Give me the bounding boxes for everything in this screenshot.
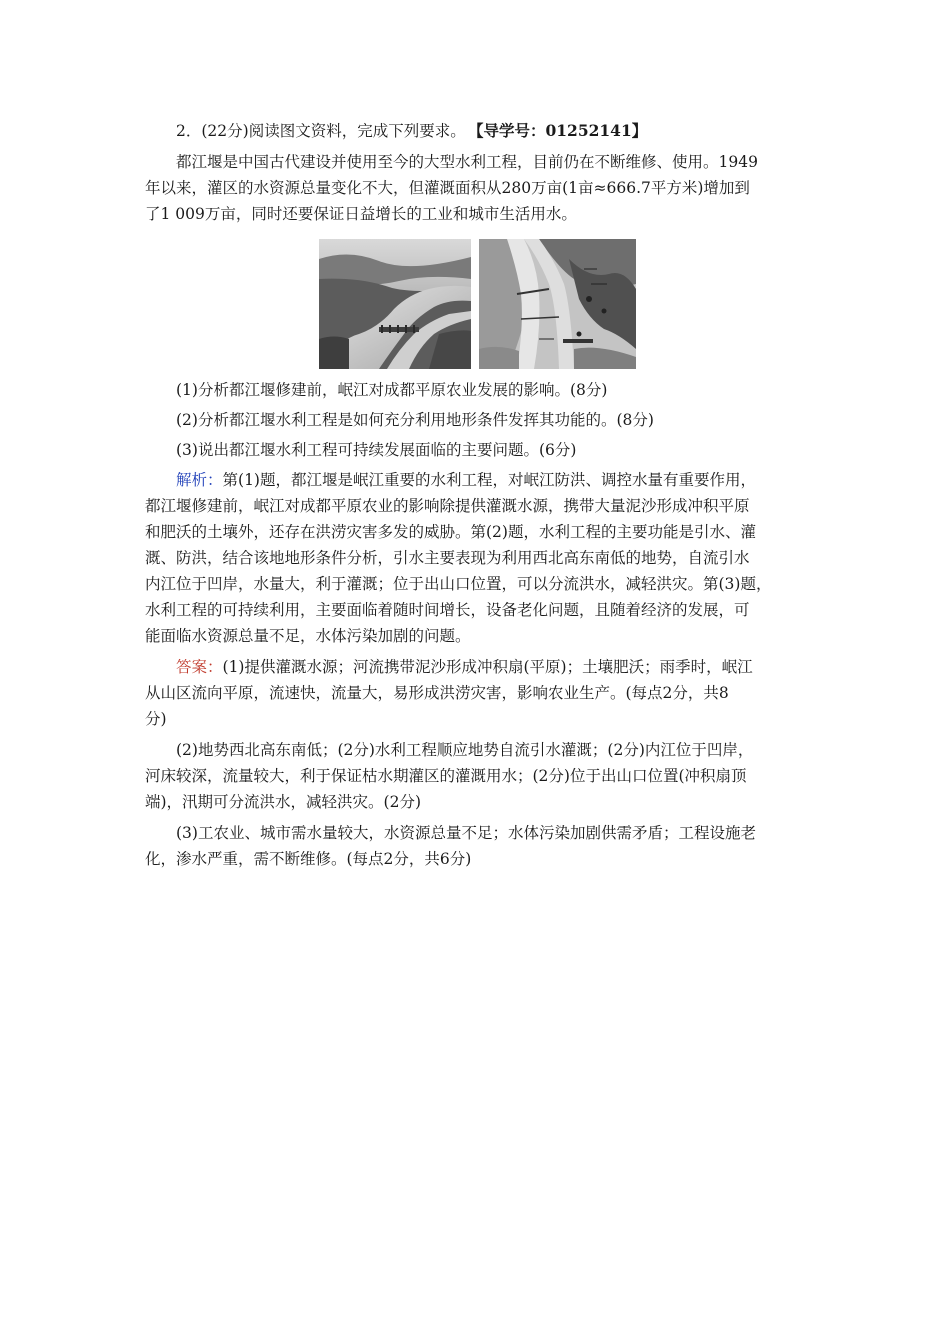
subquestion: (2)分析都江堰水利工程是如何充分利用地形条件发挥其功能的。(8分) — [176, 411, 654, 429]
answer-line: 分) — [145, 710, 167, 728]
subquestion: (1)分析都江堰修建前，岷江对成都平原农业发展的影响。(8分) — [176, 381, 608, 399]
answer-label: 答案： — [176, 658, 223, 676]
answer-line: 从山区流向平原，流速快，流量大，易形成洪涝灾害，影响农业生产。(每点2分，共8 — [145, 684, 729, 702]
question-header — [145, 118, 810, 144]
document-page — [145, 118, 810, 877]
question-number: 2． — [176, 122, 202, 140]
material-line: 了1 009万亩，同时还要保证日益增长的工业和城市生活用水。 — [145, 205, 577, 223]
analysis-label: 解析： — [176, 471, 223, 489]
answer-line: 化，渗水严重，需不断维修。(每点2分，共6分) — [145, 850, 472, 868]
question-instruction: 阅读图文资料，完成下列要求。 — [248, 122, 466, 140]
answer-line: 河床较深，流量较大，利于保证枯水期灌区的灌溉用水；(2分)位于出山口位置(冲积扇顶 — [145, 767, 747, 785]
relief-map-icon — [479, 239, 636, 369]
subquestion-list — [145, 377, 810, 463]
analysis-section — [145, 467, 810, 649]
analysis-line: 都江堰修建前，岷江对成都平原农业的影响除提供灌溉水源，携带大量泥沙形成冲积平原 — [145, 497, 750, 515]
answer-2 — [145, 737, 810, 815]
analysis-line: 和肥沃的土壤外，还存在洪涝灾害多发的威胁。第(2)题，水利工程的主要功能是引水、灌 — [145, 523, 756, 541]
aerial-photo-icon — [319, 239, 471, 369]
answer-3 — [145, 820, 810, 872]
analysis-line: 水利工程的可持续利用，主要面临着随时间增长，设备老化问题，且随着经济的发展，可 — [145, 601, 750, 619]
guide-number: 【导学号：01252141】 — [475, 121, 648, 140]
analysis-line: 溉、防洪，结合该地地形条件分析，引水主要表现为利用西北高东南低的地势，自流引水 — [145, 549, 750, 567]
question-score: (22分) — [201, 122, 249, 140]
answer-line: 端)，汛期可分流洪水，减轻洪灾。(2分) — [145, 793, 422, 811]
analysis-line: 内江位于凹岸，水量大，利于灌溉；位于出山口位置，可以分流洪水，减轻洪灾。第(3)题， — [145, 575, 772, 593]
answer-line: (3)工农业、城市需水量较大，水资源总量不足；水体污染加剧供需矛盾；工程设施老 — [176, 824, 756, 842]
figure-row — [145, 239, 810, 369]
analysis-line: 能面临水资源总量不足，水体污染加剧的问题。 — [145, 627, 471, 645]
material-line: 都江堰是中国古代建设并使用至今的大型水利工程，目前仍在不断维修、使用。1949 — [176, 153, 758, 171]
material-line: 年以来，灌区的水资源总量变化不大，但灌溉面积从280万亩(1亩≈666.7平方米)增加到 — [145, 179, 750, 197]
subquestion: (3)说出都江堰水利工程可持续发展面临的主要问题。(6分) — [176, 441, 577, 459]
answer-line: (2)地势西北高东南低；(2分)水利工程顺应地势自流引水灌溉；(2分)内江位于凹岸， — [176, 741, 754, 759]
analysis-line: 解析：第(1)题，都江堰是岷江重要的水利工程，对岷江防洪、调控水量有重要作用， — [176, 471, 756, 489]
material-text — [145, 149, 810, 227]
answer-1 — [145, 654, 810, 732]
answer-line: 答案：(1)提供灌溉水源；河流携带泥沙形成冲积扇(平原)；土壤肥沃；雨季时，岷江 — [176, 658, 753, 676]
